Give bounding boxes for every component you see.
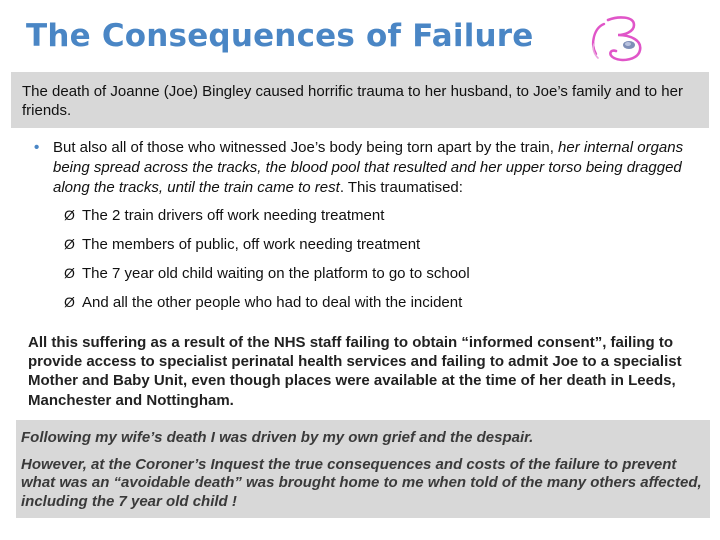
arrow-bullet-icon: Ø xyxy=(64,265,75,281)
footer-box xyxy=(16,420,710,518)
intro-text: The death of Joanne (Joe) Bingley caused horrific trauma to her husband, to Joe’s family and to her friends. xyxy=(22,83,683,119)
list-item-text: The 2 train drivers off work needing treatment xyxy=(82,207,385,224)
footer-line-1: Following my wife’s death I was driven by my own grief and the despair. xyxy=(21,429,534,446)
arrow-bullet-icon: Ø xyxy=(64,207,75,223)
intro-box xyxy=(11,72,709,128)
bullet-italic: her internal organs being spread across the tracks, the blood pool that resulted and her upper torso being dragged along the tracks, until the train came to rest xyxy=(53,139,684,196)
bullet-dot-icon: • xyxy=(34,139,40,156)
affected-list xyxy=(64,206,684,322)
list-item xyxy=(64,264,684,293)
slide-title: The Consequences of Failure xyxy=(26,18,534,54)
bullet-text xyxy=(36,138,696,198)
bullet-point xyxy=(36,138,696,198)
list-item xyxy=(64,235,684,264)
arrow-bullet-icon: Ø xyxy=(64,294,75,310)
list-item-text: The members of public, off work needing treatment xyxy=(82,236,421,253)
footer-line-2: However, at the Coroner’s Inquest the true consequences and costs of the failure to prevent what was an “avoidable death” was brought home to me when told of the many others affected, including the 7 year old child ! xyxy=(21,455,702,510)
list-item xyxy=(64,293,684,322)
b-logo-icon xyxy=(588,14,662,64)
bullet-tail: . This traumatised: xyxy=(339,179,463,196)
list-item-text: And all the other people who had to deal with the incident xyxy=(82,294,463,311)
summary-paragraph: All this suffering as a result of the NHS staff failing to obtain “informed consent”, failing to provide access to specialist perinatal health services and failing to admit Joe to a specialist Mother and Baby Unit, even though places were available at the time of her death in Leeds, Manchester and Nottingham. xyxy=(28,334,682,409)
list-item-text: The 7 year old child waiting on the platform to go to school xyxy=(82,265,470,282)
arrow-bullet-icon: Ø xyxy=(64,236,75,252)
list-item xyxy=(64,206,684,235)
bullet-lead: But also all of those who witnessed Joe’s body being torn apart by the train, xyxy=(53,139,559,156)
